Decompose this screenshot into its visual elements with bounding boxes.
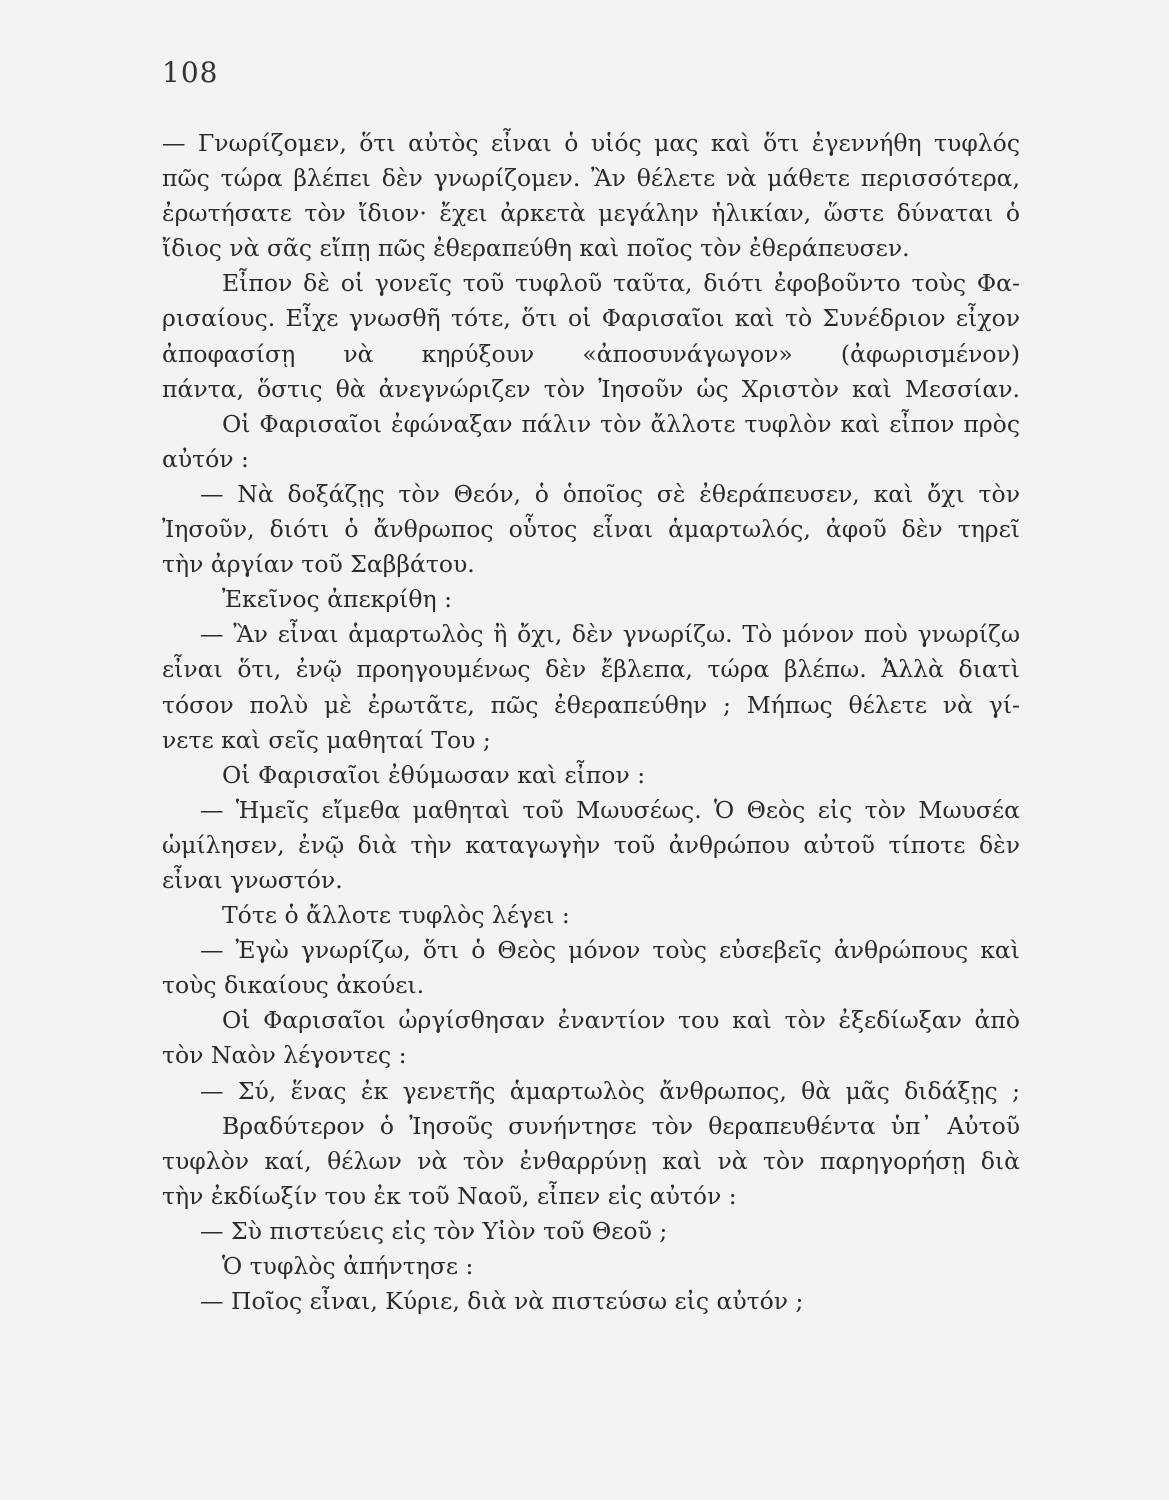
text-line: — Νὰ δοξάζῃς τὸν Θεόν, ὁ ὁποῖος σὲ ἐθεράπευσεν, καὶ ὄχι τὸν xyxy=(200,479,1020,508)
text-line: αὐτόν : xyxy=(162,444,249,473)
page-number: 108 xyxy=(162,56,219,89)
text-line: τυφλὸν καί, θέλων νὰ τὸν ἐνθαρρύνῃ καὶ νὰ τὸν παρηγορήσῃ διὰ xyxy=(162,1146,1020,1175)
text-line: Βραδύτερον ὁ Ἰησοῦς συνήντησε τὸν θεραπευθέντα ὑπ᾽ Αὐτοῦ xyxy=(222,1111,1020,1140)
text-line: Ὁ τυφλὸς ἀπήντησε : xyxy=(222,1252,474,1280)
text-line: Οἱ Φαρισαῖοι ἐφώναξαν πάλιν τὸν ἄλλοτε τυφλὸν καὶ εἶπον πρὸς xyxy=(222,409,1020,438)
text-line: ὡμίλησεν, ἐνῷ διὰ τὴν καταγωγὴν τοῦ ἀνθρώπου αὐτοῦ τίποτε δὲν xyxy=(162,830,1020,859)
text-line: — Ἐγὼ γνωρίζω, ὅτι ὁ Θεὸς μόνον τοὺς εὐσεβεῖς ἀνθρώπους καὶ xyxy=(200,936,1020,965)
text-line: — Γνωρίζομεν, ὅτι αὐτὸς εἶναι ὁ υἱός μας καὶ ὅτι ἐγεννήθη τυφλός xyxy=(162,129,1020,157)
text-line: πῶς τώρα βλέπει δὲν γνωρίζομεν. Ἂν θέλετε νὰ μάθετε περισσότερα, xyxy=(162,164,1020,193)
text-line: εἶναι γνωστόν. xyxy=(162,865,343,894)
text-line: τόσον πολὺ μὲ ἐρωτᾶτε, πῶς ἐθεραπεύθην ; Μήπως θέλετε νὰ γί- xyxy=(162,690,1020,719)
text-line: — Σύ, ἕνας ἐκ γενετῆς ἁμαρτωλὸς ἄνθρωπος, θὰ μᾶς διδάξῃς ; xyxy=(200,1076,1020,1105)
text-line: Τότε ὁ ἄλλοτε τυφλὸς λέγει : xyxy=(222,901,570,930)
text-line: τὴν ἀργίαν τοῦ Σαββάτου. xyxy=(162,550,475,579)
text-line: — Ἡμεῖς εἴμεθα μαθηταὶ τοῦ Μωυσέως. Ὁ Θεὸς εἰς τὸν Μωυσέα xyxy=(200,795,1020,824)
text-line: Ἐκεῖνος ἀπεκρίθη : xyxy=(222,585,453,614)
text-line: Οἱ Φαρισαῖοι ἐθύμωσαν καὶ εἶπον : xyxy=(222,760,646,789)
text-line: νετε καὶ σεῖς μαθηταί Του ; xyxy=(162,725,491,754)
text-line: Εἶπον δὲ οἱ γονεῖς τοῦ τυφλοῦ ταῦτα, διότι ἐφοβοῦντο τοὺς Φα- xyxy=(222,269,1020,298)
text-line: — Σὺ πιστεύεις εἰς τὸν Υἱὸν τοῦ Θεοῦ ; xyxy=(200,1216,668,1245)
text-line: Οἱ Φαρισαῖοι ὠργίσθησαν ἐναντίον του καὶ τὸν ἐξεδίωξαν ἀπὸ xyxy=(222,1006,1020,1035)
text-line: ἴδιος νὰ σᾶς εἴπῃ πῶς ἐθεραπεύθη καὶ ποῖος τὸν ἐθεράπευσεν. xyxy=(162,234,910,263)
text-line: ρισαίους. Εἶχε γνωσθῆ τότε, ὅτι οἱ Φαρισαῖοι καὶ τὸ Συνέδριον εἶχον xyxy=(162,304,1020,333)
text-line: ἀποφασίσῃ νὰ κηρύξουν «ἀποσυνάγωγον» (ἀφωρισμένον) xyxy=(162,339,1020,368)
text-line: τοὺς δικαίους ἀκούει. xyxy=(162,971,425,1000)
text-line: ἐρωτήσατε τὸν ἴδιον· ἔχει ἀρκετὰ μεγάλην ἡλικίαν, ὥστε δύναται ὁ xyxy=(162,199,1020,228)
text-line: Ἰησοῦν, διότι ὁ ἄνθρωπος οὗτος εἶναι ἁμαρτωλός, ἀφοῦ δὲν τηρεῖ xyxy=(162,515,1020,544)
text-line: — Ἂν εἶναι ἁμαρτωλὸς ἢ ὄχι, δὲν γνωρίζω. Τὸ μόνον ποὺ γνωρίζω xyxy=(200,620,1020,649)
text-line: πάντα, ὅστις θὰ ἀνεγνώριζεν τὸν Ἰησοῦν ὡς Χριστὸν καὶ Μεσσίαν. xyxy=(162,374,1020,403)
text-line: τὴν ἐκδίωξίν του ἐκ τοῦ Ναοῦ, εἶπεν εἰς αὐτόν : xyxy=(162,1181,737,1210)
body-text xyxy=(162,126,1020,1319)
text-line: — Ποῖος εἶναι, Κύριε, διὰ νὰ πιστεύσω εἰς αὐτόν ; xyxy=(200,1287,804,1316)
text-line: εἶναι ὅτι, ἐνῷ προηγουμένως δὲν ἔβλεπα, τώρα βλέπω. Ἀλλὰ διατὶ xyxy=(162,655,1020,684)
text-line: τὸν Ναὸν λέγοντες : xyxy=(162,1041,407,1070)
